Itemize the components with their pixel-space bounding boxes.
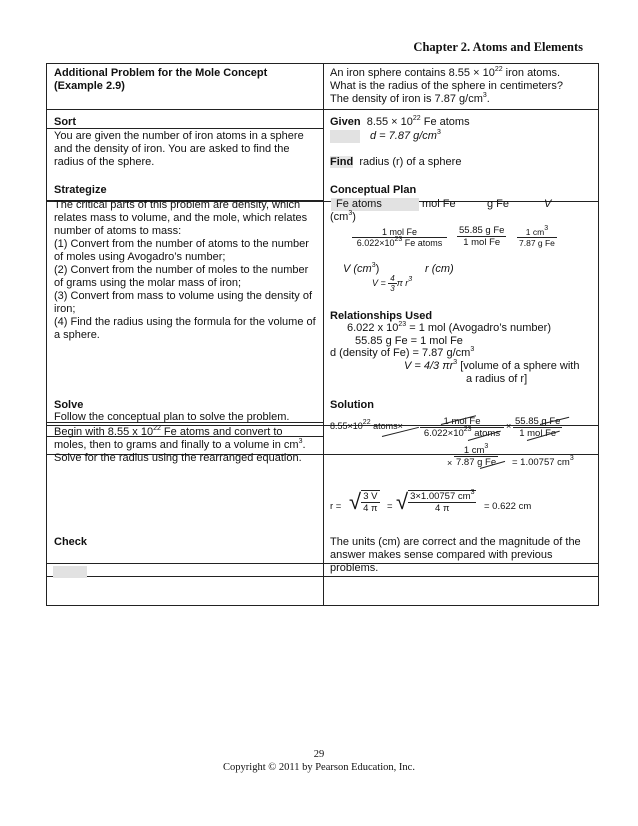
solution-factor-1: $\frac{\text{1 mol Fe}}{6.022\times 10^{23} atoms}$ — [420, 416, 504, 439]
solution-map-table — [46, 63, 599, 606]
solution-step-1: $8.55\times 10^{22}$ atoms× — [330, 419, 403, 431]
relationship-molar-mass: 55.85 g Fe = 1 mol Fe — [355, 335, 463, 347]
solution-volume-result: = 1.00757 $cm^3$ — [512, 455, 574, 468]
relationship-radius: a radius of r] — [466, 373, 528, 385]
plan-mol-fe: mol Fe — [422, 198, 456, 210]
column-divider — [323, 64, 324, 605]
highlight-box — [330, 130, 360, 143]
check-text: The units (cm) are correct and the magnitude of the answer makes sense compared with previous problems. — [330, 536, 581, 574]
problem-title: Additional Problem for the Mole Concept (Example 2.9) — [54, 67, 268, 92]
radius-equals: = — [387, 501, 393, 512]
solution-factor-2: $\frac{\text{55.85 g Fe}}{\text{1 mol Fe}}$ — [515, 416, 561, 439]
plan-r-cm: r (cm) — [425, 263, 454, 275]
strategize-heading: Strategize — [54, 184, 107, 196]
page-number: 29 — [313, 749, 325, 760]
conceptual-plan-heading: Conceptual Plan — [330, 184, 417, 196]
relationship-avogadro: 6.022 x $10^{23} = 1$ mol (Avogadro’s number) — [347, 321, 551, 334]
strategize-text: The critical parts of this problem are density, which relates mass to volume, and the mole, which relates number of atoms to mass: (1) Convert from the number of atoms to the number of moles using Avogadro’s number; (2) Convert from the number of moles to the number of grams using the molar mass of iron; (3) Convert from mass to volume using the density of iron; (4) Find the radius using the formula for the volume of a sphere. — [54, 199, 316, 341]
relationship-sphere-volume: V = 4/3 $\pi r^3$ [volume of a sphere with — [404, 359, 580, 372]
radius-result: = 0.622 cm — [484, 501, 532, 512]
given-density: d = 7.87 $g/cm^3$ — [370, 129, 441, 142]
sort-heading: Sort — [54, 116, 76, 128]
plan-cm3: $(cm^3)$ — [330, 210, 356, 223]
highlight-box — [53, 566, 87, 578]
times-sign: × — [447, 458, 453, 468]
solve-heading: Solve — [54, 399, 84, 411]
radius-root-2: √ $\frac{3\times 1.00757 cm^3}{4 \pi}$ — [396, 489, 475, 514]
chapter-title: Chapter 2. Atoms and Elements — [413, 40, 583, 54]
given-line: Given $8.55 \times 10^{22}$ Fe atoms — [330, 115, 470, 128]
find-line: Find radius (r) of a sphere — [330, 156, 462, 168]
conversion-factor-3: $\frac{1 cm^3}{\text{7.87 g Fe}}$ — [519, 225, 555, 248]
row-divider — [47, 109, 598, 110]
plan-g-fe: g Fe — [487, 198, 510, 210]
plan-fe-atoms: Fe atoms — [336, 198, 382, 210]
sort-text: You are given the number of iron atoms in a sphere and the density of iron. You are asked to find the radius of the sphere. — [54, 130, 304, 168]
radius-lhs: r = — [330, 501, 342, 512]
radius-root-1: √ $\frac{3 V}{4 \pi}$ — [349, 489, 378, 514]
plan-v: V — [544, 198, 552, 210]
solve-text: Follow the conceptual plan to solve the problem. Begin with 8.55 x $10^{22}$ Fe atoms and convert to moles, then to grams and finally to a volume in $cm^3$. Solve for the radius using the rearranged equation. — [54, 411, 306, 464]
relationships-heading: Relationships Used — [330, 310, 433, 322]
conversion-factor-1: $\frac{\text{1 mol Fe}}{6.022\times 10^{23} Fe atoms}$ — [352, 227, 447, 248]
check-heading: Check — [54, 536, 88, 548]
relationship-density: d (density of Fe) = 7.87 $g/cm^3$ — [330, 346, 475, 359]
times-sign: × — [506, 421, 512, 431]
sphere-volume-formula: V = $\frac{4}{3}$ π $r^3$ — [372, 274, 413, 293]
row-divider — [47, 576, 598, 577]
conversion-factor-2: $\frac{\text{55.85 g Fe}}{\text{1 mol Fe}}$ — [459, 225, 505, 248]
problem-statement: An iron sphere contains $8.55 \times 10^{22}$ iron atoms. What is the radius of the sphere in centimeters? The density of iron is 7.87 $g/cm^3$. — [330, 66, 563, 105]
copyright: Copyright © 2011 by Pearson Education, Inc. — [223, 762, 415, 773]
plan-v-cm3: V $(cm^3)$ — [343, 262, 380, 275]
solution-factor-3: $\frac{1 cm^3}{\text{7.87 g Fe}}$ — [456, 443, 497, 468]
solution-heading: Solution — [330, 399, 374, 411]
